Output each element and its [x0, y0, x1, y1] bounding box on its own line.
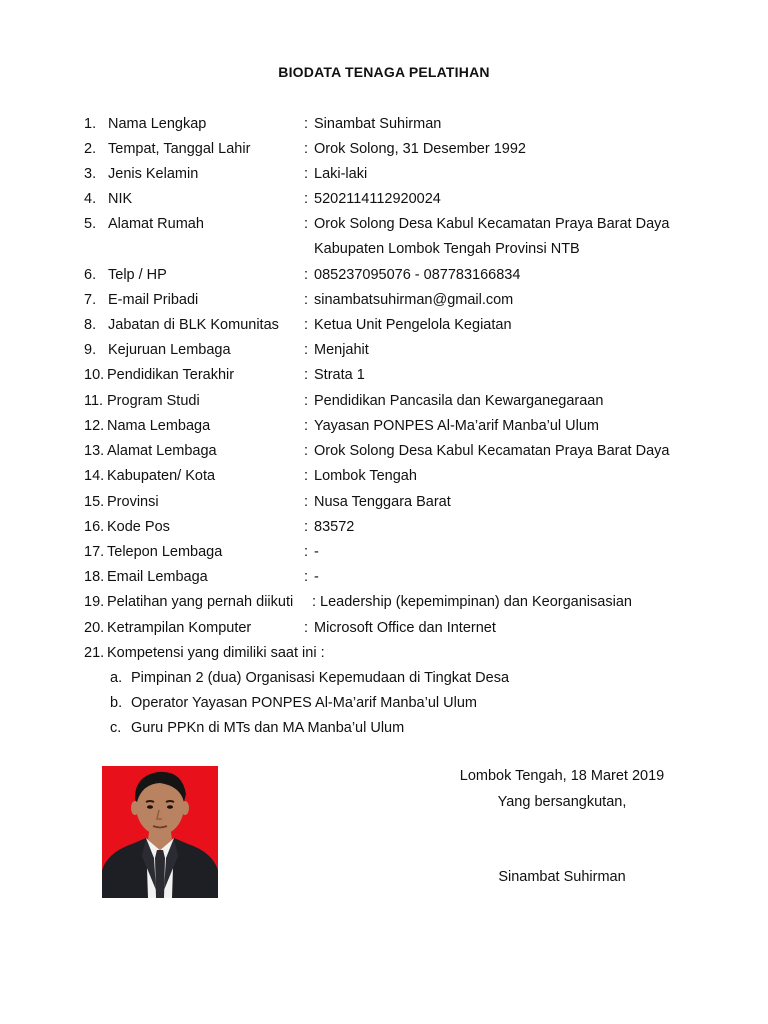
field-number: 1. — [84, 116, 97, 132]
field-label: Telp / HP — [108, 267, 167, 283]
field-value: Orok Solong, 31 Desember 1992 — [314, 141, 526, 157]
field-row-jenis-kelamin — [0, 163, 768, 185]
field-label: Nama Lembaga — [107, 418, 211, 434]
competence-item — [0, 717, 768, 739]
field-label: Program Studi — [107, 393, 200, 409]
profile-photo — [102, 766, 218, 898]
field-label: Pelatihan yang pernah diikuti — [107, 594, 294, 610]
field-label: Nama Lengkap — [108, 116, 207, 132]
field-separator: : — [304, 443, 309, 459]
competence-text: Operator Yayasan PONPES Al-Ma’arif Manba’ul Ulum — [131, 695, 477, 711]
field-value: 83572 — [314, 519, 355, 535]
field-row-ketrampilan — [0, 617, 768, 639]
right-eye — [167, 805, 173, 809]
field-separator: : — [304, 141, 309, 157]
competence-text: Guru PPKn di MTs dan MA Manba’ul Ulum — [131, 720, 405, 736]
field-value: Sinambat Suhirman — [314, 116, 442, 132]
field-row-provinsi — [0, 491, 768, 513]
field-label: Email Lembaga — [107, 569, 208, 585]
left-eyebrow — [146, 801, 154, 802]
field-separator: : — [304, 116, 309, 132]
field-number: 15. — [84, 494, 105, 510]
field-value: Leadership (kepemimpinan) dan Keorganisasian — [320, 594, 632, 610]
field-number: 6. — [84, 267, 97, 283]
field-label: Telepon Lembaga — [107, 544, 223, 560]
field-separator: : — [304, 519, 309, 535]
field-row-tempat-tanggal-lahir — [0, 138, 768, 160]
field-row-alamat-rumah-continued — [0, 238, 768, 260]
signature-role: Yang bersangkutan, — [497, 794, 627, 810]
field-separator: : — [304, 393, 309, 409]
signature-place-date: Lombok Tengah, 18 Maret 2019 — [459, 768, 665, 784]
field-row-telp — [0, 264, 768, 286]
field-row-jabatan — [0, 314, 768, 336]
portrait-image — [102, 766, 218, 898]
field-value: 5202114112920024 — [314, 191, 441, 207]
field-row-nama-lembaga — [0, 415, 768, 437]
field-number: 17. — [84, 544, 105, 560]
field-value: Lombok Tengah — [314, 468, 417, 484]
field-separator: : — [312, 594, 317, 610]
field-label: Pendidikan Terakhir — [107, 367, 235, 383]
field-number: 21. — [84, 645, 105, 661]
field-value: Menjahit — [314, 342, 369, 358]
field-label: Jenis Kelamin — [108, 166, 199, 182]
field-separator: : — [304, 544, 309, 560]
field-row-kejuruan — [0, 339, 768, 361]
field-separator: : — [304, 418, 309, 434]
field-number: 8. — [84, 317, 97, 333]
field-number: 12. — [84, 418, 105, 434]
field-row-kode-pos — [0, 516, 768, 538]
field-separator: : — [304, 569, 309, 585]
field-value: Orok Solong Desa Kabul Kecamatan Praya Barat Daya — [314, 216, 670, 232]
field-separator: : — [304, 342, 309, 358]
field-number: 18. — [84, 569, 105, 585]
field-separator: : — [304, 367, 309, 383]
field-value: Laki-laki — [314, 166, 368, 182]
field-value: Orok Solong Desa Kabul Kecamatan Praya Barat Daya — [314, 443, 670, 459]
field-label: Ketrampilan Komputer — [107, 620, 252, 636]
field-row-kompetensi — [0, 642, 768, 664]
field-value: - — [314, 569, 319, 585]
field-number: 13. — [84, 443, 105, 459]
competence-text: Pimpinan 2 (dua) Organisasi Kepemudaan di Tingkat Desa — [131, 670, 510, 686]
field-row-telepon-lembaga — [0, 541, 768, 563]
competence-letter: b. — [110, 695, 123, 711]
field-row-pelatihan — [0, 591, 768, 613]
field-value: sinambatsuhirman@gmail.com — [314, 292, 514, 308]
field-value: Pendidikan Pancasila dan Kewarganegaraan — [314, 393, 604, 409]
competence-letter: c. — [110, 720, 122, 736]
field-label: E-mail Pribadi — [108, 292, 199, 308]
field-label: Alamat Lembaga — [107, 443, 217, 459]
competence-letter: a. — [110, 670, 123, 686]
field-label: Alamat Rumah — [108, 216, 204, 232]
field-row-nik — [0, 188, 768, 210]
field-number: 20. — [84, 620, 105, 636]
field-separator: : — [304, 468, 309, 484]
field-row-email-pribadi — [0, 289, 768, 311]
left-eye — [147, 805, 153, 809]
field-label: Jabatan di BLK Komunitas — [108, 317, 279, 333]
field-number: 4. — [84, 191, 97, 207]
field-value: Yayasan PONPES Al-Ma’arif Manba’ul Ulum — [314, 418, 600, 434]
field-value-continued: Kabupaten Lombok Tengah Provinsi NTB — [314, 241, 580, 257]
field-number: 14. — [84, 468, 105, 484]
field-row-kabupaten — [0, 465, 768, 487]
field-row-nama-lengkap — [0, 113, 768, 135]
field-value: Ketua Unit Pengelola Kegiatan — [314, 317, 512, 333]
field-value: 085237095076 - 087783166834 — [314, 267, 521, 283]
field-separator: : — [304, 292, 309, 308]
right-eyebrow — [166, 801, 174, 802]
field-number: 16. — [84, 519, 105, 535]
field-row-alamat-rumah — [0, 213, 768, 235]
signature-name: Sinambat Suhirman — [498, 869, 626, 885]
competence-item — [0, 667, 768, 689]
field-value: Microsoft Office dan Internet — [314, 620, 496, 636]
field-row-pendidikan — [0, 364, 768, 386]
field-separator: : — [304, 317, 309, 333]
field-label: Tempat, Tanggal Lahir — [108, 141, 251, 157]
field-value: Strata 1 — [314, 367, 365, 383]
field-row-email-lembaga — [0, 566, 768, 588]
field-number: 19. — [84, 594, 105, 610]
field-value: Nusa Tenggara Barat — [314, 494, 451, 510]
field-label: NIK — [108, 191, 133, 207]
field-number: 7. — [84, 292, 97, 308]
document-title: BIODATA TENAGA PELATIHAN — [278, 64, 490, 80]
field-number: 9. — [84, 342, 97, 358]
field-number: 5. — [84, 216, 97, 232]
field-number: 2. — [84, 141, 97, 157]
field-separator: : — [304, 620, 309, 636]
field-separator: : — [304, 166, 309, 182]
field-separator: : — [304, 267, 309, 283]
field-row-program-studi — [0, 390, 768, 412]
necktie — [155, 850, 165, 898]
field-label: Kode Pos — [107, 519, 170, 535]
field-row-alamat-lembaga — [0, 440, 768, 462]
field-separator: : — [304, 191, 309, 207]
field-separator: : — [304, 494, 309, 510]
competence-item — [0, 692, 768, 714]
field-label: Kabupaten/ Kota — [107, 468, 216, 484]
field-number: 11. — [84, 393, 104, 409]
field-label: Provinsi — [107, 494, 159, 510]
field-number: 10. — [84, 367, 105, 383]
field-label: Kejuruan Lembaga — [108, 342, 231, 358]
field-separator: : — [304, 216, 309, 232]
field-value: - — [314, 544, 319, 560]
field-label: Kompetensi yang dimiliki saat ini : — [107, 645, 325, 661]
field-number: 3. — [84, 166, 97, 182]
